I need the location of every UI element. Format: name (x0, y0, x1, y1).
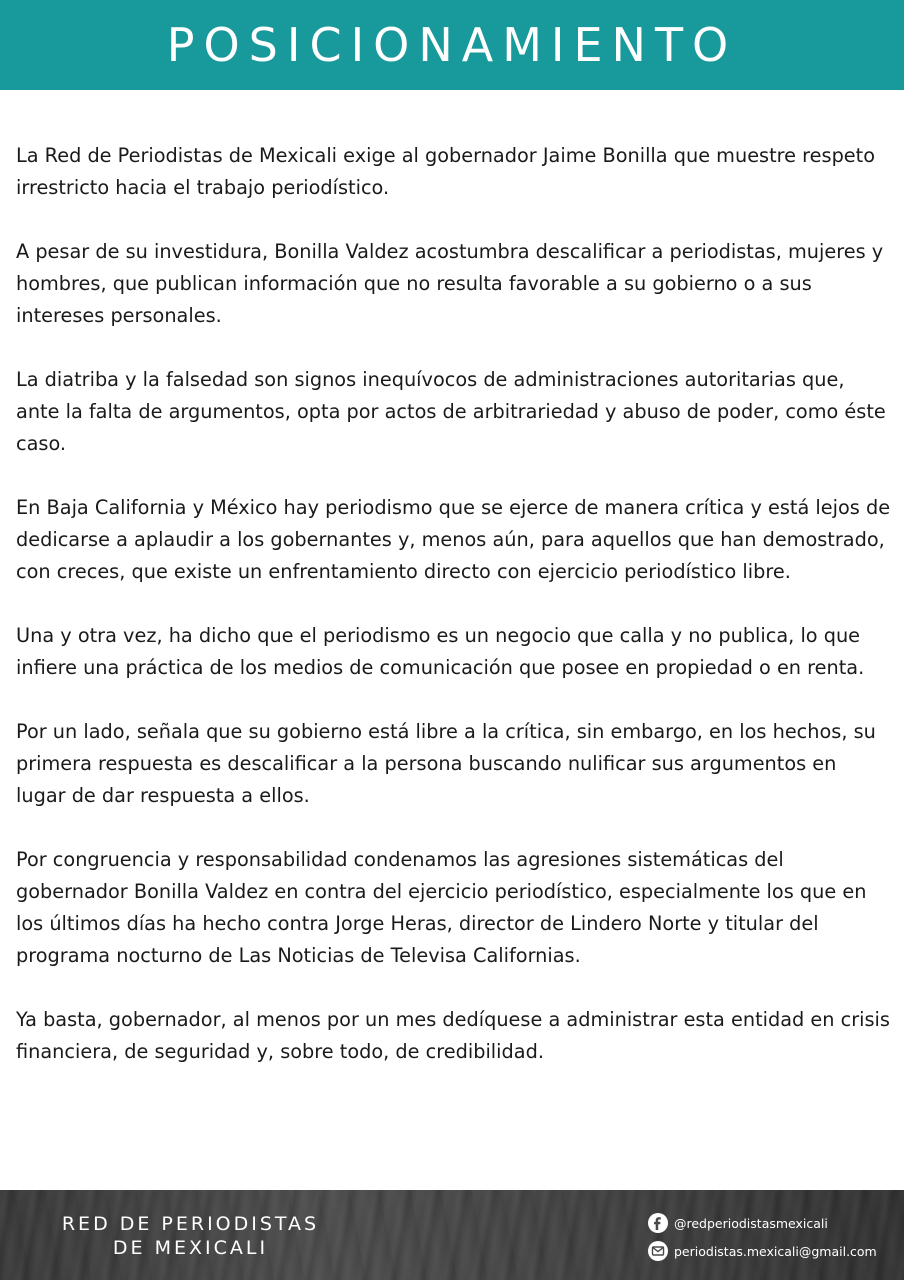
organization-name-line2: DE MEXICALI (112, 1237, 269, 1259)
organization-name-line1: RED DE PERIODISTAS (61, 1213, 320, 1235)
page-title: POSICIONAMIENTO (166, 18, 738, 72)
paragraph: La Red de Periodistas de Mexicali exige al gobernador Jaime Bonilla que muestre respeto irrestricto hacia el trabajo periodístico. (16, 144, 876, 199)
email-contact[interactable] (648, 1240, 877, 1262)
paragraph: Por congruencia y responsabilidad condenamos las agresiones sistemáticas del gobernador Bonilla Valdez en contra del ejercicio periodístico, especialmente los que en los últimos días ha hecho contra Jorge Heras, director de Lindero Norte y titular del programa nocturno de Las Noticias de Televisa Californias. (16, 848, 867, 967)
contact-info (648, 1212, 877, 1268)
paragraph: La diatriba y la falsedad son signos inequívocos de administraciones autoritarias que, ante la falta de argumentos, opta por actos de arbitrariedad y abuso de poder, como éste caso. (16, 368, 886, 455)
paragraph: Por un lado, señala que su gobierno está libre a la crítica, sin embargo, en los hechos, su primera respuesta es descalificar a la persona buscando nulificar sus argumentos en lugar de dar respuesta a ellos. (16, 720, 876, 807)
statement-body (16, 140, 892, 1100)
footer-banner (0, 1190, 904, 1280)
paragraph: En Baja California y México hay periodismo que se ejerce de manera crítica y está lejos de dedicarse a aplaudir a los gobernantes y, menos aún, para aquellos que han demostrado, con creces, que existe un enfrentamiento directo con ejercicio periodístico libre. (16, 496, 891, 583)
facebook-icon (648, 1213, 668, 1233)
paragraph: Ya basta, gobernador, al menos por un mes dedíquese a administrar esta entidad en crisis financiera, de seguridad y, sobre todo, de credibilidad. (16, 1008, 890, 1063)
paragraph: Una y otra vez, ha dicho que el periodismo es un negocio que calla y no publica, lo que infiere una práctica de los medios de comunicación que posee en propiedad o en renta. (16, 624, 865, 679)
facebook-contact[interactable] (648, 1212, 877, 1234)
facebook-handle: @redperiodistasmexicali (674, 1215, 828, 1231)
header-banner (0, 0, 904, 90)
email-address: periodistas.mexicali@gmail.com (674, 1243, 877, 1259)
paragraph: A pesar de su investidura, Bonilla Valdez acostumbra descalificar a periodistas, mujeres y hombres, que publican información que no resulta favorable a su gobierno o a sus intereses personales. (16, 240, 884, 327)
email-icon (648, 1241, 668, 1261)
organization-name (33, 1212, 348, 1260)
